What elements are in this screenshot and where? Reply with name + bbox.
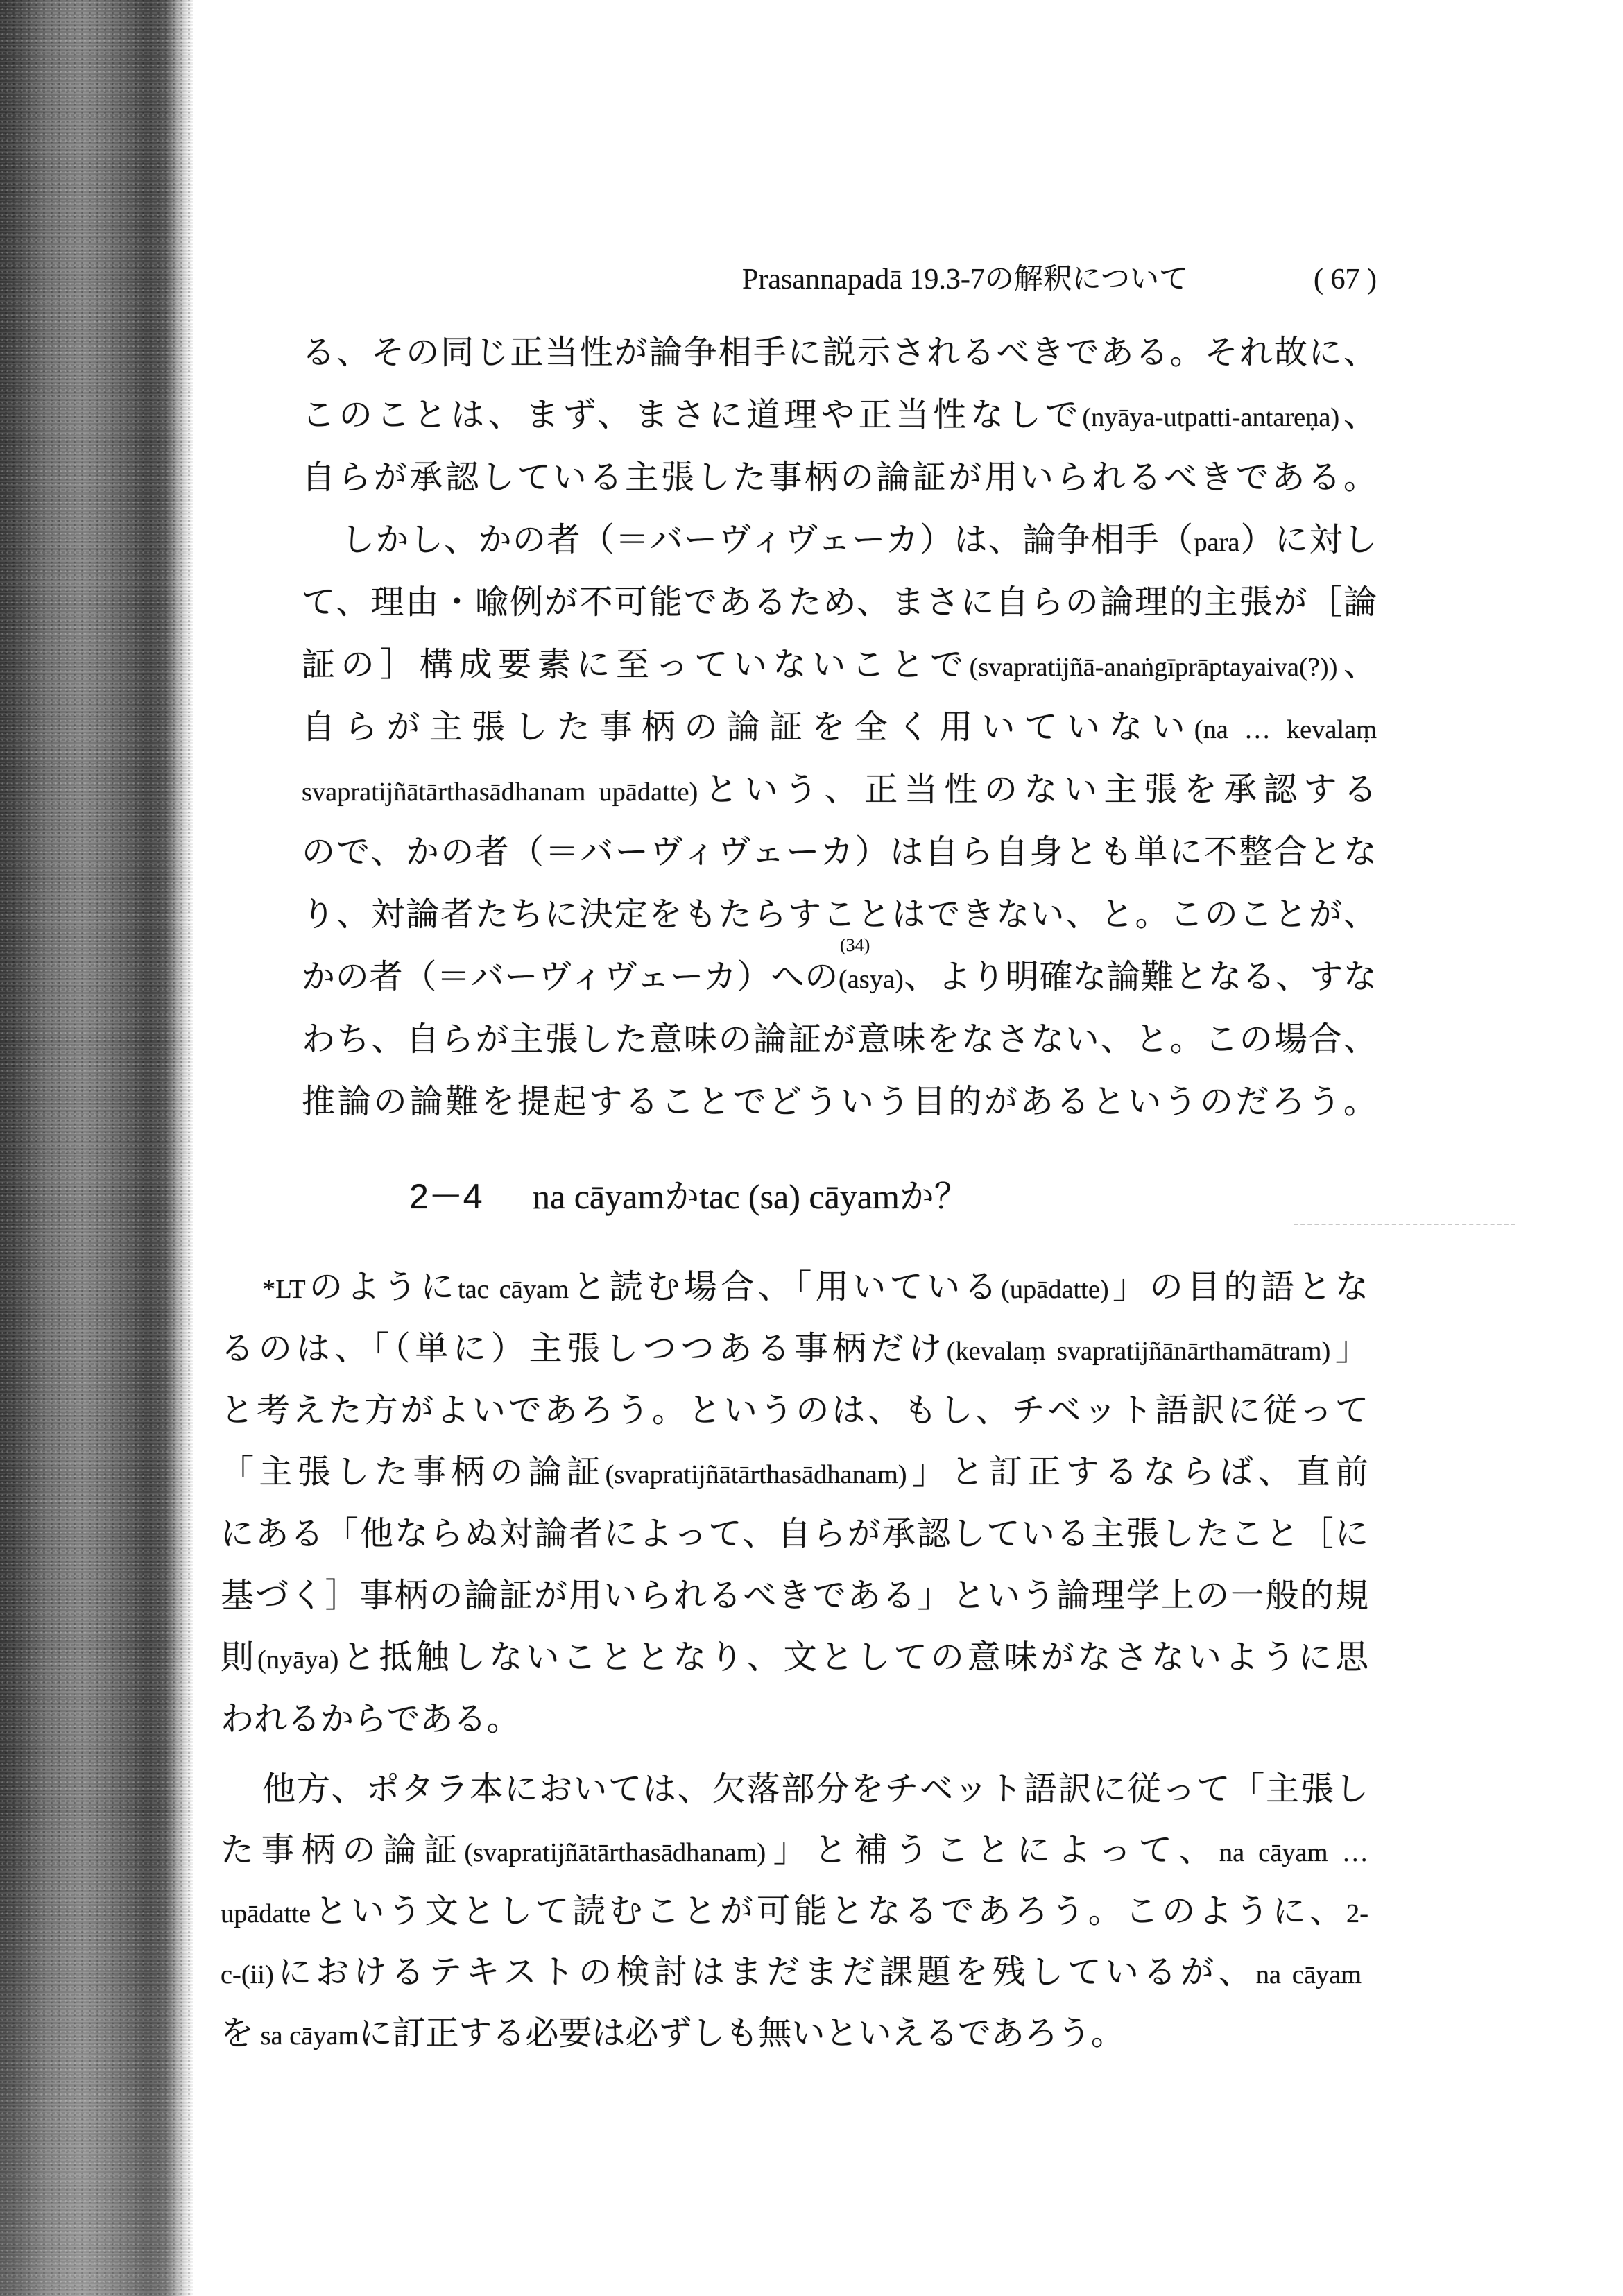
section-heading-number: 2－4 [409,1177,483,1216]
text-line [221,1951,1362,1995]
text-line [302,1018,1377,1062]
romanized-text: sa cāyam [254,2021,359,2050]
text-line-content: *LTのようにtac cāyamと読む場合、「用いている(upādatte)」の目的語とな [262,1269,1368,1305]
text-line [341,518,1377,563]
text-line-content: 「主張した事柄の論証(svapratijñātārthasādhanam)」と訂正するならば、直前 [221,1454,1368,1491]
romanized-text: svapratijñātārthasādhanam upādatte) [302,778,698,807]
text-line [302,768,1377,812]
text-line-content: る、その同じ正当性が論争相手に説示されるべきである。それ故に、 [302,334,1377,371]
text-line-content: 自らが主張した事柄の論証を全く用いていない(na … kevalaṃ [302,709,1377,746]
text-line-content: 自らが承認している主張した事柄の論証が用いられるべきである。 [302,459,1377,496]
text-line [302,830,1377,875]
romanized-text: (upādatte) [1001,1275,1109,1304]
romanized-text: (na … kevalaṃ [1194,715,1377,744]
romanized-text: c-(ii) [221,1960,274,1989]
text-line-content: 証の］構成要素に至っていないことで(svapratijñā-anaṅgīprāptayaiva(?))、 [302,646,1377,683]
text-line-content: われるからである。 [221,1701,520,1738]
text-line [221,1636,1368,1680]
romanized-text: 2- [1346,1899,1368,1928]
text-line-content: 則(nyāya)と抵触しないこととなり、文としての意味がなさないように思 [221,1639,1368,1676]
text-line-content: て、理由・喩例が不可能であるため、まさに自らの論理的主張が［論 [302,584,1377,621]
text-line [221,2012,1368,2056]
scan-artifact-line [1294,1224,1515,1225]
text-line-content: にある「他ならぬ対論者によって、自らが承認している主張したこと［に [221,1516,1368,1552]
text-line [221,1512,1368,1557]
section-heading-title [533,1173,1018,1220]
text-line [302,1080,1377,1124]
text-line [262,1265,1368,1310]
text-line-content: c-(ii)におけるテキストの検討はまだまだ課題を残しているが、na cāyam [221,1954,1362,1991]
text-line-content: このことは、まず、まさに道理や正当性なしで(nyāya-utpatti-antareṇa)、 [302,397,1377,434]
text-line [302,456,1377,500]
text-line [302,581,1377,625]
romanized-text: na cāyam [1255,1960,1362,1989]
text-line [221,1450,1368,1495]
text-line [302,955,1377,1000]
romanized-text: (nyāya-utpatti-antareṇa) [1082,403,1340,432]
romanized-text: tac cāyam [457,1275,569,1304]
text-line [302,331,1377,375]
text-line-content: upādatteという文として読むことが可能となるであろう。このように、2- [221,1893,1368,1930]
romanized-text: *LT [262,1275,306,1304]
text-line-content: た事柄の論証(svapratijñātārthasādhanam)」と補うことによって、na cāyam … [221,1832,1368,1869]
romanized-text: (asya) [838,965,904,994]
text-line [262,1767,1368,1812]
text-line-content: 推論の論難を提起することでどういう目的があるというのだろう。 [302,1083,1377,1120]
text-line [221,1389,1368,1433]
text-line-content: を sa cāyamに訂正する必要は必ずしも無いといえるであろう。 [221,2015,1124,2052]
romanized-text: (svapratijñā-anaṅgīprāptayaiva(?)) [969,653,1338,682]
text-line [221,1697,1368,1742]
text-line-content: 基づく］事柄の論証が用いられるべきである」という論理学上の一般的規 [221,1577,1368,1614]
text-line [221,1828,1368,1873]
text-line [302,893,1377,937]
text-line [221,1327,1368,1371]
text-line-content: しかし、かの者（＝バーヴィヴェーカ）は、論争相手（para）に対し [341,522,1377,558]
section-heading-title-text: na cāyamかtac (sa) cāyamか？ [533,1177,969,1216]
romanized-text: upādatte [221,1899,311,1928]
romanized-text: (svapratijñātārthasādhanam) [605,1460,907,1489]
text-line [221,1890,1368,1934]
text-line-content: かの者（＝バーヴィヴェーカ）への(asya)、より明確な論難となる、すな [302,959,1377,995]
romanized-text: na cāyam … [1219,1838,1368,1867]
text-line-content: 他方、ポタラ本においては、欠落部分をチベット語訳に従って「主張し [262,1771,1368,1808]
text-line [302,643,1377,687]
text-line [221,1574,1368,1618]
romanized-text: (nyāya) [257,1645,339,1674]
text-line [302,705,1377,750]
text-line-content: ので、かの者（＝バーヴィヴェーカ）は自ら自身とも単に不整合とな [302,834,1377,871]
text-line-content: svapratijñātārthasādhanam upādatte)という、正当性のない主張を承認する [302,771,1377,808]
romanized-text: para [1194,528,1240,557]
text-line-content: り、対論者たちに決定をもたらすことはできない、と。このことが、 [302,896,1377,933]
text-line-content: るのは、「（単に）主張しつつある事柄だけ(kevalaṃ svapratijñānārthamātram)」 [221,1330,1368,1367]
running-head-title: Prasannapadā 19.3-7の解釈について [742,264,1189,295]
footnote-marker: (34) [840,935,870,955]
page-number: ( 67 ) [1314,264,1377,295]
text-line-content: と考えた方がよいであろう。というのは、もし、チベット語訳に従って [221,1392,1368,1429]
text-line-content: わち、自らが主張した意味の論証が意味をなさない、と。この場合、 [302,1021,1377,1058]
romanized-text: (kevalaṃ svapratijñānārthamātram) [946,1337,1331,1366]
scan-edge-fade [0,1804,193,2296]
romanized-text: (svapratijñātārthasādhanam) [464,1838,766,1867]
text-line [302,393,1377,438]
